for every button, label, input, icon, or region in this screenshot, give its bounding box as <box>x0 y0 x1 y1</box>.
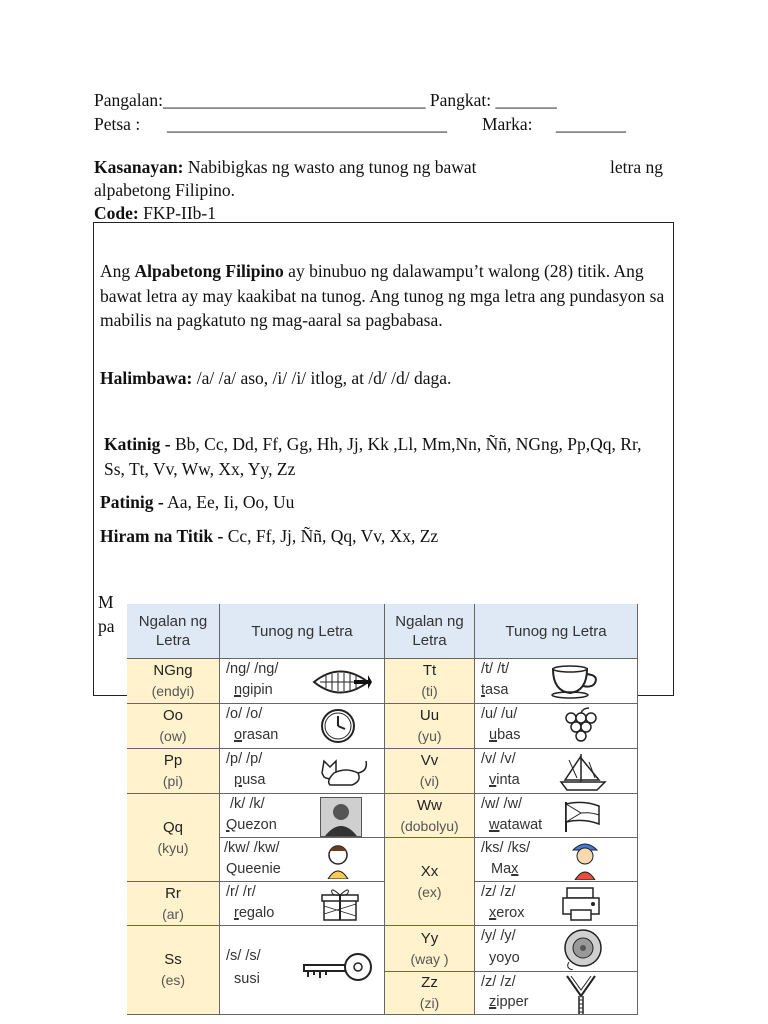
name-field <box>94 90 557 111</box>
patinig-text: Aa, Ee, Ii, Oo, Uu <box>163 492 295 512</box>
code-label: Code: <box>94 203 139 223</box>
code-line <box>94 203 216 224</box>
sound-vv: /v/ /v/ vinta <box>475 749 638 794</box>
sound-zz: /z/ /z/ zipper <box>475 972 638 1015</box>
grade-label: Marka: <box>482 114 533 134</box>
date-label: Petsa : <box>94 114 141 134</box>
sound-ww: /w/ /w/ watawat <box>475 794 638 838</box>
hiram-label: Hiram na Titik - <box>100 526 224 546</box>
queenie-icon <box>320 841 356 879</box>
letter-uu: Uu (yu) <box>385 704 475 749</box>
skill-line <box>94 157 477 178</box>
header-letter-sound-right: Tunog ng Letra <box>475 604 638 659</box>
sound-ngng: /ng/ /ng/ ngipin <box>220 659 385 704</box>
sound-qq-2: /kw/ /kw/ Queenie <box>220 838 385 882</box>
skill-text: Nabibigkas ng wasto ang tunog ng bawat <box>183 157 477 177</box>
skill-line-2: alpabetong Filipino. <box>94 180 235 200</box>
intro-text-c: ay binubuo ng dalawampu’t walong (28) titik. Ang bawat letra ay may kaakibat na tunog. Ang tunog ng mga letra ang pundasyon sa mabilis na pagkatuto ng mag-aaral sa pagbabasa. <box>100 261 665 330</box>
katinig-line <box>104 432 664 481</box>
header-letter-name-left: Ngalan ng Letra <box>127 604 220 659</box>
sound-rr: /r/ /r/ regalo <box>220 882 385 926</box>
clock-icon <box>320 708 356 744</box>
sound-pp: /p/ /p/ pusa <box>220 749 385 794</box>
hiram-text: Cc, Ff, Jj, Ññ, Qq, Vv, Xx, Zz <box>223 526 439 546</box>
teeth-icon <box>310 667 372 697</box>
key-icon <box>300 950 374 984</box>
intro-paragraph <box>100 259 670 333</box>
flag-icon <box>563 800 603 832</box>
group-label: Pangkat: _______ <box>429 90 557 110</box>
boat-icon <box>559 752 607 792</box>
letter-ss: Ss (es) <box>127 926 220 1015</box>
name-label: Pangalan:______________________________ <box>94 90 426 110</box>
skill-label: Kasanayan: <box>94 157 184 177</box>
boy-icon <box>567 840 603 880</box>
sound-uu: /u/ /u/ ubas <box>475 704 638 749</box>
sound-yy: /y/ /y/ yoyo <box>475 926 638 972</box>
grade-blank: ________ <box>556 114 626 134</box>
katinig-text: Bb, Cc, Dd, Ff, Gg, Hh, Jj, Kk ,Ll, Mm,Nn, Ññ, NGng, Pp,Qq, Rr, Ss, Tt, Vv, Ww, Xx, Yy, Zz <box>104 434 642 479</box>
sound-qq-1: /k/ /k/ Quezon <box>220 794 385 838</box>
katinig-label: Katinig - <box>104 434 171 454</box>
quezon-photo <box>320 797 362 837</box>
letter-tt: Tt (ti) <box>385 659 475 704</box>
sound-tt: /t/ /t/ tasa <box>475 659 638 704</box>
header-letter-name-right: Ngalan ng Letra <box>385 604 475 659</box>
hiram-line <box>100 524 670 549</box>
date-field <box>94 114 140 135</box>
sound-oo: /o/ /o/ orasan <box>220 704 385 749</box>
gift-icon <box>320 886 360 922</box>
letter-oo: Oo (ow) <box>127 704 220 749</box>
sound-xx-2: /z/ /z/ xerox <box>475 882 638 926</box>
letter-ngng: NGng (endyi) <box>127 659 220 704</box>
letter-ww: Ww (dobolyu) <box>385 794 475 838</box>
zipper-icon <box>563 974 599 1014</box>
date-blank: ________________________________ <box>167 114 447 134</box>
cut-text-1: M <box>98 592 114 612</box>
intro-text-bold: Alpabetong Filipino <box>134 261 284 281</box>
cat-icon <box>316 753 370 791</box>
patinig-label: Patinig - <box>100 492 164 512</box>
example-line <box>100 366 670 391</box>
yoyo-icon <box>561 928 605 970</box>
example-label: Halimbawa: <box>100 368 193 388</box>
sound-ss: /s/ /s/ susi <box>220 926 385 1015</box>
printer-icon <box>561 886 603 922</box>
intro-text-a: Ang <box>100 261 135 281</box>
grade-field <box>482 114 533 135</box>
letter-zz: Zz (zi) <box>385 972 475 1015</box>
cut-text-2: pa <box>98 616 115 636</box>
code-value: FKP-IIb-1 <box>138 203 217 223</box>
cup-icon <box>549 663 601 699</box>
alphabet-table <box>127 604 638 1015</box>
letter-pp: Pp (pi) <box>127 749 220 794</box>
letter-rr: Rr (ar) <box>127 882 220 926</box>
letter-qq: Qq (kyu) <box>127 794 220 882</box>
patinig-line <box>100 490 670 515</box>
example-text: /a/ /a/ aso, /i/ /i/ itlog, at /d/ /d/ daga. <box>192 368 452 388</box>
letter-vv: Vv (vi) <box>385 749 475 794</box>
letter-xx: Xx (ex) <box>385 838 475 926</box>
skill-text-end: letra ng <box>610 157 663 177</box>
sound-xx-1: /ks/ /ks/ Max <box>475 838 638 882</box>
grapes-icon <box>561 706 601 748</box>
letter-yy: Yy (way ) <box>385 926 475 972</box>
header-letter-sound-left: Tunog ng Letra <box>220 604 385 659</box>
